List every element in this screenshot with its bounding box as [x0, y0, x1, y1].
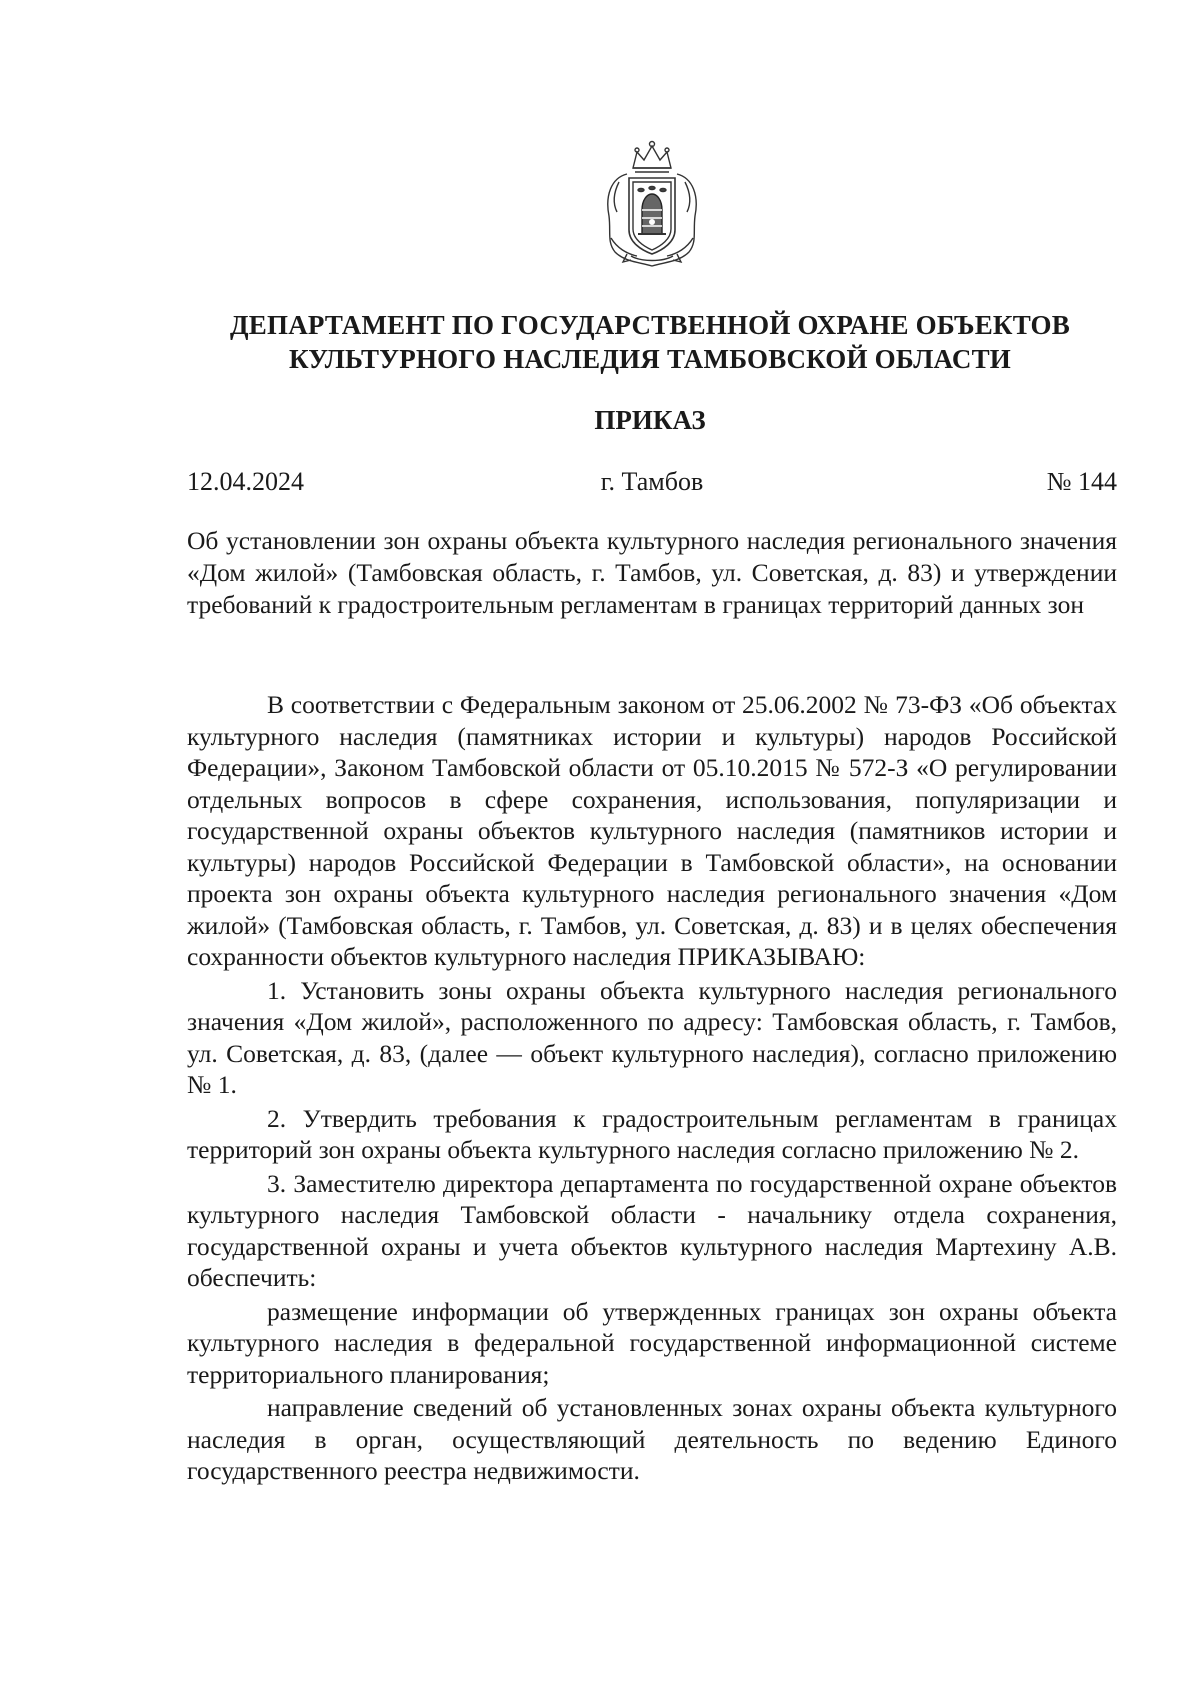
document-subject: Об установлении зон охраны объекта культурного наследия регионального значения «Дом жилой» (Тамбовская область, г. Тамбов, ул. Советская, д. 83) и утверждении требований к градостроительным регламентам в границах территорий данных зон	[187, 526, 1117, 619]
document-meta-row	[187, 467, 1117, 501]
organization-title-line2: КУЛЬТУРНОГО НАСЛЕДИЯ ТАМБОВСКОЙ ОБЛАСТИ	[289, 344, 1011, 374]
document-number: № 144	[1046, 467, 1117, 496]
order-item-1: 1. Установить зоны охраны объекта культурного наследия регионального значения «Дом жилой», расположенного по адресу: Тамбовская область, г. Тамбов, ул. Советская, д. 83, (далее — объект культурного наследия), согласно приложению № 1.	[187, 975, 1117, 1099]
organization-title	[150, 308, 1150, 376]
preamble-paragraph: В соответствии с Федеральным законом от 25.06.2002 № 73-ФЗ «Об объектах культурного наследия (памятниках истории и культуры) народов Российской Федерации», Законом Тамбовской области от 05.10.2015 № 572-З «О регулировании отдельных вопросов в сфере сохранения, использования, популяризации и государственной охраны объектов культурного наследия (памятников истории и культуры) народов Российской Федерации в Тамбовской области», на основании проекта зон охраны объекта культурного наследия регионального значения «Дом жилой» (Тамбовская область, г. Тамбов, ул. Советская, д. 83) и в целях обеспечения сохранности объектов культурного наследия ПРИКАЗЫВАЮ:	[187, 690, 1117, 971]
organization-title-line1: ДЕПАРТАМЕНТ ПО ГОСУДАРСТВЕННОЙ ОХРАНЕ ОБЪЕКТОВ	[230, 310, 1070, 340]
order-item-2: 2. Утвердить требования к градостроительным регламентам в границах территорий зон охраны объекта культурного наследия согласно приложению № 2.	[187, 1103, 1117, 1164]
order-item-3-subitem-1: размещение информации об утвержденных границах зон охраны объекта культурного наследия в федеральной государственной информационной системе территориального планирования;	[187, 1296, 1117, 1389]
document-date: 12.04.2024	[187, 467, 304, 496]
order-item-3: 3. Заместителю директора департамента по государственной охране объектов культурного наследия Тамбовской области - начальнику отдела сохранения, государственной охраны и учета объектов культурного наследия Мартехину А.В. обеспечить:	[187, 1168, 1117, 1292]
document-body	[187, 689, 1117, 1487]
document-type: ПРИКАЗ	[594, 405, 706, 435]
coat-of-arms-icon	[597, 138, 707, 272]
document-city: г. Тамбов	[600, 467, 704, 496]
order-item-3-subitem-2: направление сведений об установленных зонах охраны объекта культурного наследия в орган, осуществляющий деятельность по ведению Единого государственного реестра недвижимости.	[187, 1393, 1117, 1485]
